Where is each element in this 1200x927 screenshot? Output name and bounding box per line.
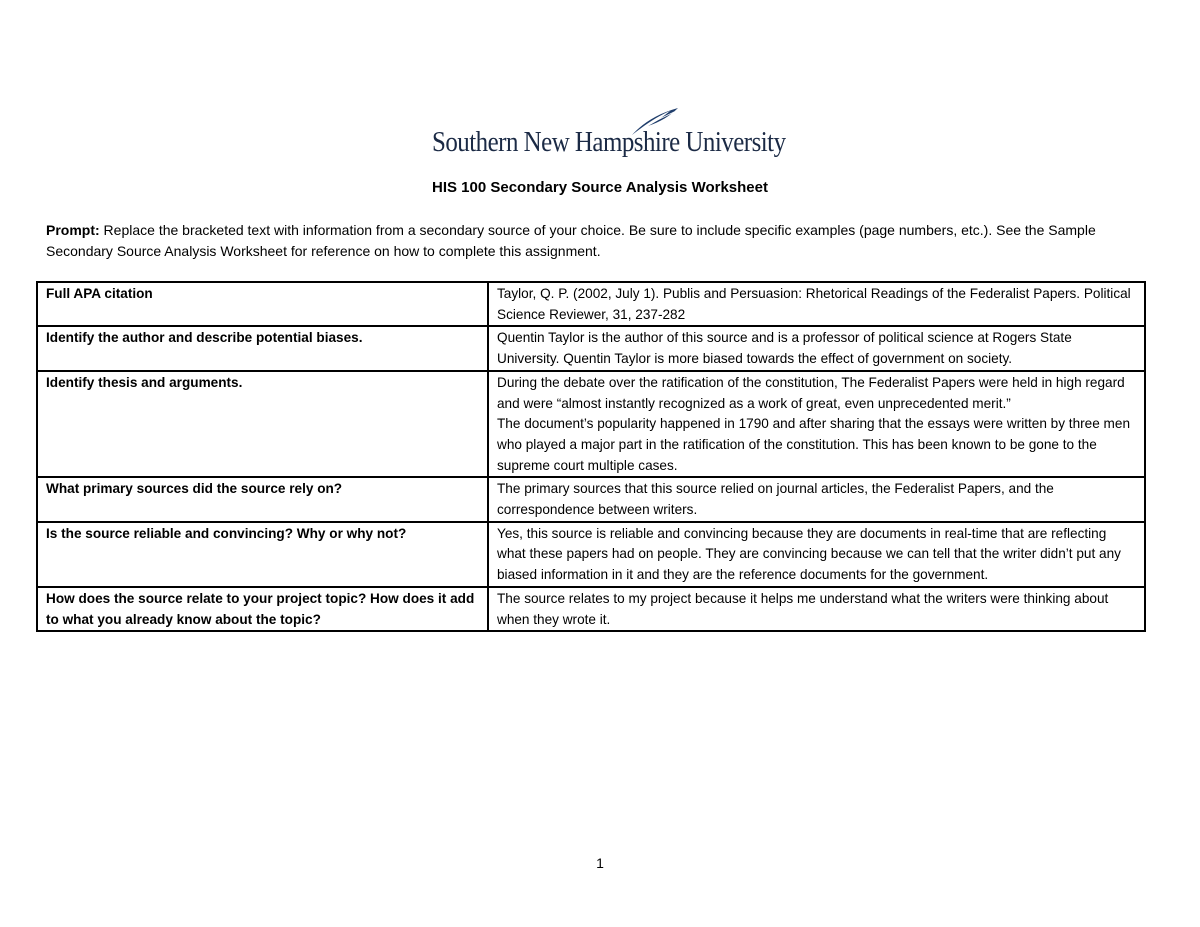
university-logo (432, 106, 786, 162)
question-cell: Is the source reliable and convincing? Why or why not? (37, 522, 488, 587)
answer-cell: The source relates to my project because it helps me understand what the writers were thinking about when they wrote it. (488, 587, 1145, 631)
table-row (37, 477, 1145, 521)
worksheet-title: HIS 100 Secondary Source Analysis Worksheet (432, 179, 768, 196)
table-row (37, 587, 1145, 631)
answer-cell (488, 371, 1145, 478)
source-analysis-table (36, 281, 1146, 632)
answer-cell: Taylor, Q. P. (2002, July 1). Publis and Persuasion: Rhetorical Readings of the Federalist Papers. Political Science Reviewer, 31, 237-282 (488, 282, 1145, 326)
table-row (37, 522, 1145, 587)
prompt-text: Replace the bracketed text with information from a secondary source of your choice. Be sure to include specific examples (page numbers, etc.). See the Sample Secondary Source Analysis Worksheet for reference on how to complete this assignment. (46, 222, 1096, 259)
question-cell: What primary sources did the source rely on? (37, 477, 488, 521)
page-number: 1 (596, 855, 604, 871)
answer-cell: Yes, this source is reliable and convincing because they are documents in real-time that are reflecting what these papers had on people. They are convincing because we can tell that the writer didn’t put any biased information in it and they are the reference documents for the government. (488, 522, 1145, 587)
university-wordmark: Southern New Hampshire University (432, 126, 786, 158)
answer-paragraph: During the debate over the ratification of the constitution, The Federalist Papers were held in high regard and were “almost instantly recognized as a work of great, even unprecedented merit.” (497, 374, 1125, 411)
question-cell: How does the source relate to your project topic? How does it add to what you already know about the topic? (37, 587, 488, 631)
answer-paragraph: The document’s popularity happened in 1790 and after sharing that the essays were written by three men who played a major part in the ratification of the constitution. This has been known to be gone to the supreme court multiple cases. (497, 416, 1130, 473)
table-row (37, 371, 1145, 478)
question-cell: Identify thesis and arguments. (37, 371, 488, 478)
question-cell: Identify the author and describe potential biases. (37, 326, 488, 370)
prompt-label: Prompt: (46, 222, 100, 238)
question-cell: Full APA citation (37, 282, 488, 326)
table-row (37, 282, 1145, 326)
prompt-paragraph (46, 220, 1156, 262)
table-row (37, 326, 1145, 370)
answer-cell: The primary sources that this source relied on journal articles, the Federalist Papers, and the correspondence between writers. (488, 477, 1145, 521)
answer-cell: Quentin Taylor is the author of this source and is a professor of political science at Rogers State University. Quentin Taylor is more biased towards the effect of government on society. (488, 326, 1145, 370)
